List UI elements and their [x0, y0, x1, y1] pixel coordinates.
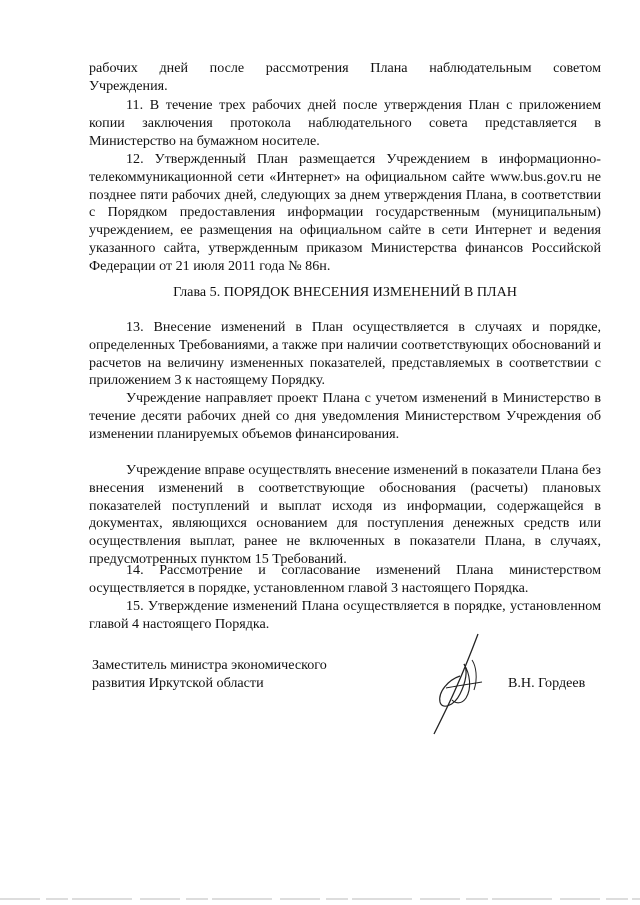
paragraph-15: 15. Утверждение изменений Плана осуществляется в порядке, установленном главой 4 настоящего Порядка. [89, 598, 601, 632]
page-edge-scan-artifact [0, 893, 640, 905]
paragraph-14: 14. Рассмотрение и согласование изменений Плана министерством осуществляется в порядке, установленном главой 3 настоящего Порядка. [89, 562, 601, 596]
paragraph-line: Учреждения. [89, 77, 168, 94]
chapter-heading: Глава 5. ПОРЯДОК ВНЕСЕНИЯ ИЗМЕНЕНИЙ В ПЛАН [173, 284, 517, 300]
signatory-title-line: развития Иркутской области [92, 674, 264, 691]
signatory-title [92, 657, 392, 693]
paragraph-13: 13. Внесение изменений в План осуществляется в случаях и порядке, определенных Требованиями, а также при наличии соответствующих обоснований и расчетов на величину измененных показателей, представляемых в соответствии с приложением 3 к настоящему Порядку. [89, 319, 601, 389]
handwritten-signature [420, 630, 500, 740]
paragraph-12: 12. Утвержденный План размещается Учреждением в информационно-телекоммуникационной сети «Интернет» на официальном сайте www.bus.gov.ru не позднее пяти рабочих дней, следующих за днем утверждения Плана, в соответствии с Порядком предоставления информации государственным (муниципальным) учреждением, ее размещения на официальном сайте в сети Интернет и ведения указанного сайта, утвержденным приказом Министерства финансов Российской Федерации от 21 июля 2011 года № 86н. [89, 151, 601, 274]
paragraph-10-continuation [89, 60, 601, 96]
signatory-title-line: Заместитель министра экономического [92, 657, 327, 673]
signatory-name: В.Н. Гордеев [508, 675, 586, 691]
paragraph-13-part-3: Учреждение вправе осуществлять внесение изменений в показатели Плана без внесения изменений в соответствующие обоснования (расчеты) плановых показателей поступлений и выплат исходя из информации, содержащейся в документах, являющихся основанием для поступления денежных средств или осуществления выплат, ранее не включенных в показатели Плана, в случаях, предусмотренных пунктом 15 Требований. [89, 462, 601, 567]
paragraph-13-part-2: Учреждение направляет проект Плана с учетом изменений в Министерство в течение десяти рабочих дней со дня уведомления Министерством Учреждения об изменении планируемых объемов финансирования. [89, 390, 601, 442]
paragraph-line: рабочих дней после рассмотрения Плана наблюдательным советом [89, 60, 601, 76]
paragraph-11: 11. В течение трех рабочих дней после утверждения План с приложением копии заключения протокола наблюдательного совета представляется в Министерство на бумажном носителе. [89, 97, 601, 149]
